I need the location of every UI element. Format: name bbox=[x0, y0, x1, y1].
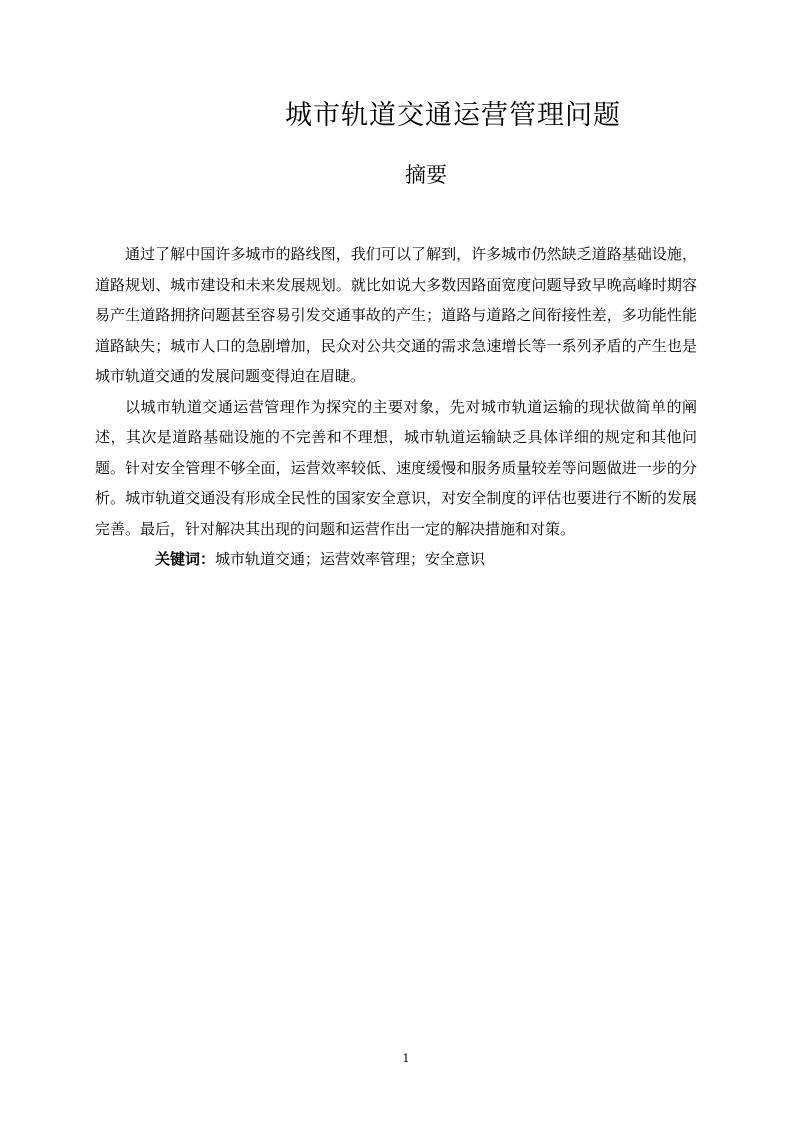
keywords-text: 城市轨道交通；运营效率管理；安全意识 bbox=[215, 550, 486, 568]
abstract-paragraph-2: 以城市轨道交通运营管理作为探究的主要对象，先对城市轨道运输的现状做简单的阐述，其次是道路基础设施的不完善和不理想，城市轨道运输缺乏具体详细的规定和其他问题。针对安全管理不够全面，运营效率较低、速度缓慢和服务质量较差等问题做进一步的分析。城市轨道交通没有形成全民性的国家安全意识，对安全制度的评估也要进行不断的发展完善。最后，针对解决其出现的问题和运营作出一定的解决措施和对策。 bbox=[95, 397, 697, 538]
abstract-paragraph-1: 通过了解中国许多城市的路线图，我们可以了解到，许多城市仍然缺乏道路基础设施，道路规划、城市建设和未来发展规划。就比如说大多数因路面宽度问题导致早晚高峰时期容易产生道路拥挤问题甚至容易引发交通事故的产生；道路与道路之间衔接性差，多功能性能道路缺失；城市人口的急剧增加，民众对公共交通的需求急速增长等一系列矛盾的产生也是城市轨道交通的发展问题变得迫在眉睫。 bbox=[95, 245, 697, 385]
page-number: 1 bbox=[402, 1052, 410, 1065]
document-title: 城市轨道交通运营管理问题 bbox=[285, 100, 621, 131]
abstract-heading: 摘要 bbox=[405, 163, 447, 187]
keywords-label: 关键词： bbox=[155, 550, 216, 568]
abstract-body bbox=[95, 239, 697, 575]
keywords-line bbox=[95, 544, 697, 575]
